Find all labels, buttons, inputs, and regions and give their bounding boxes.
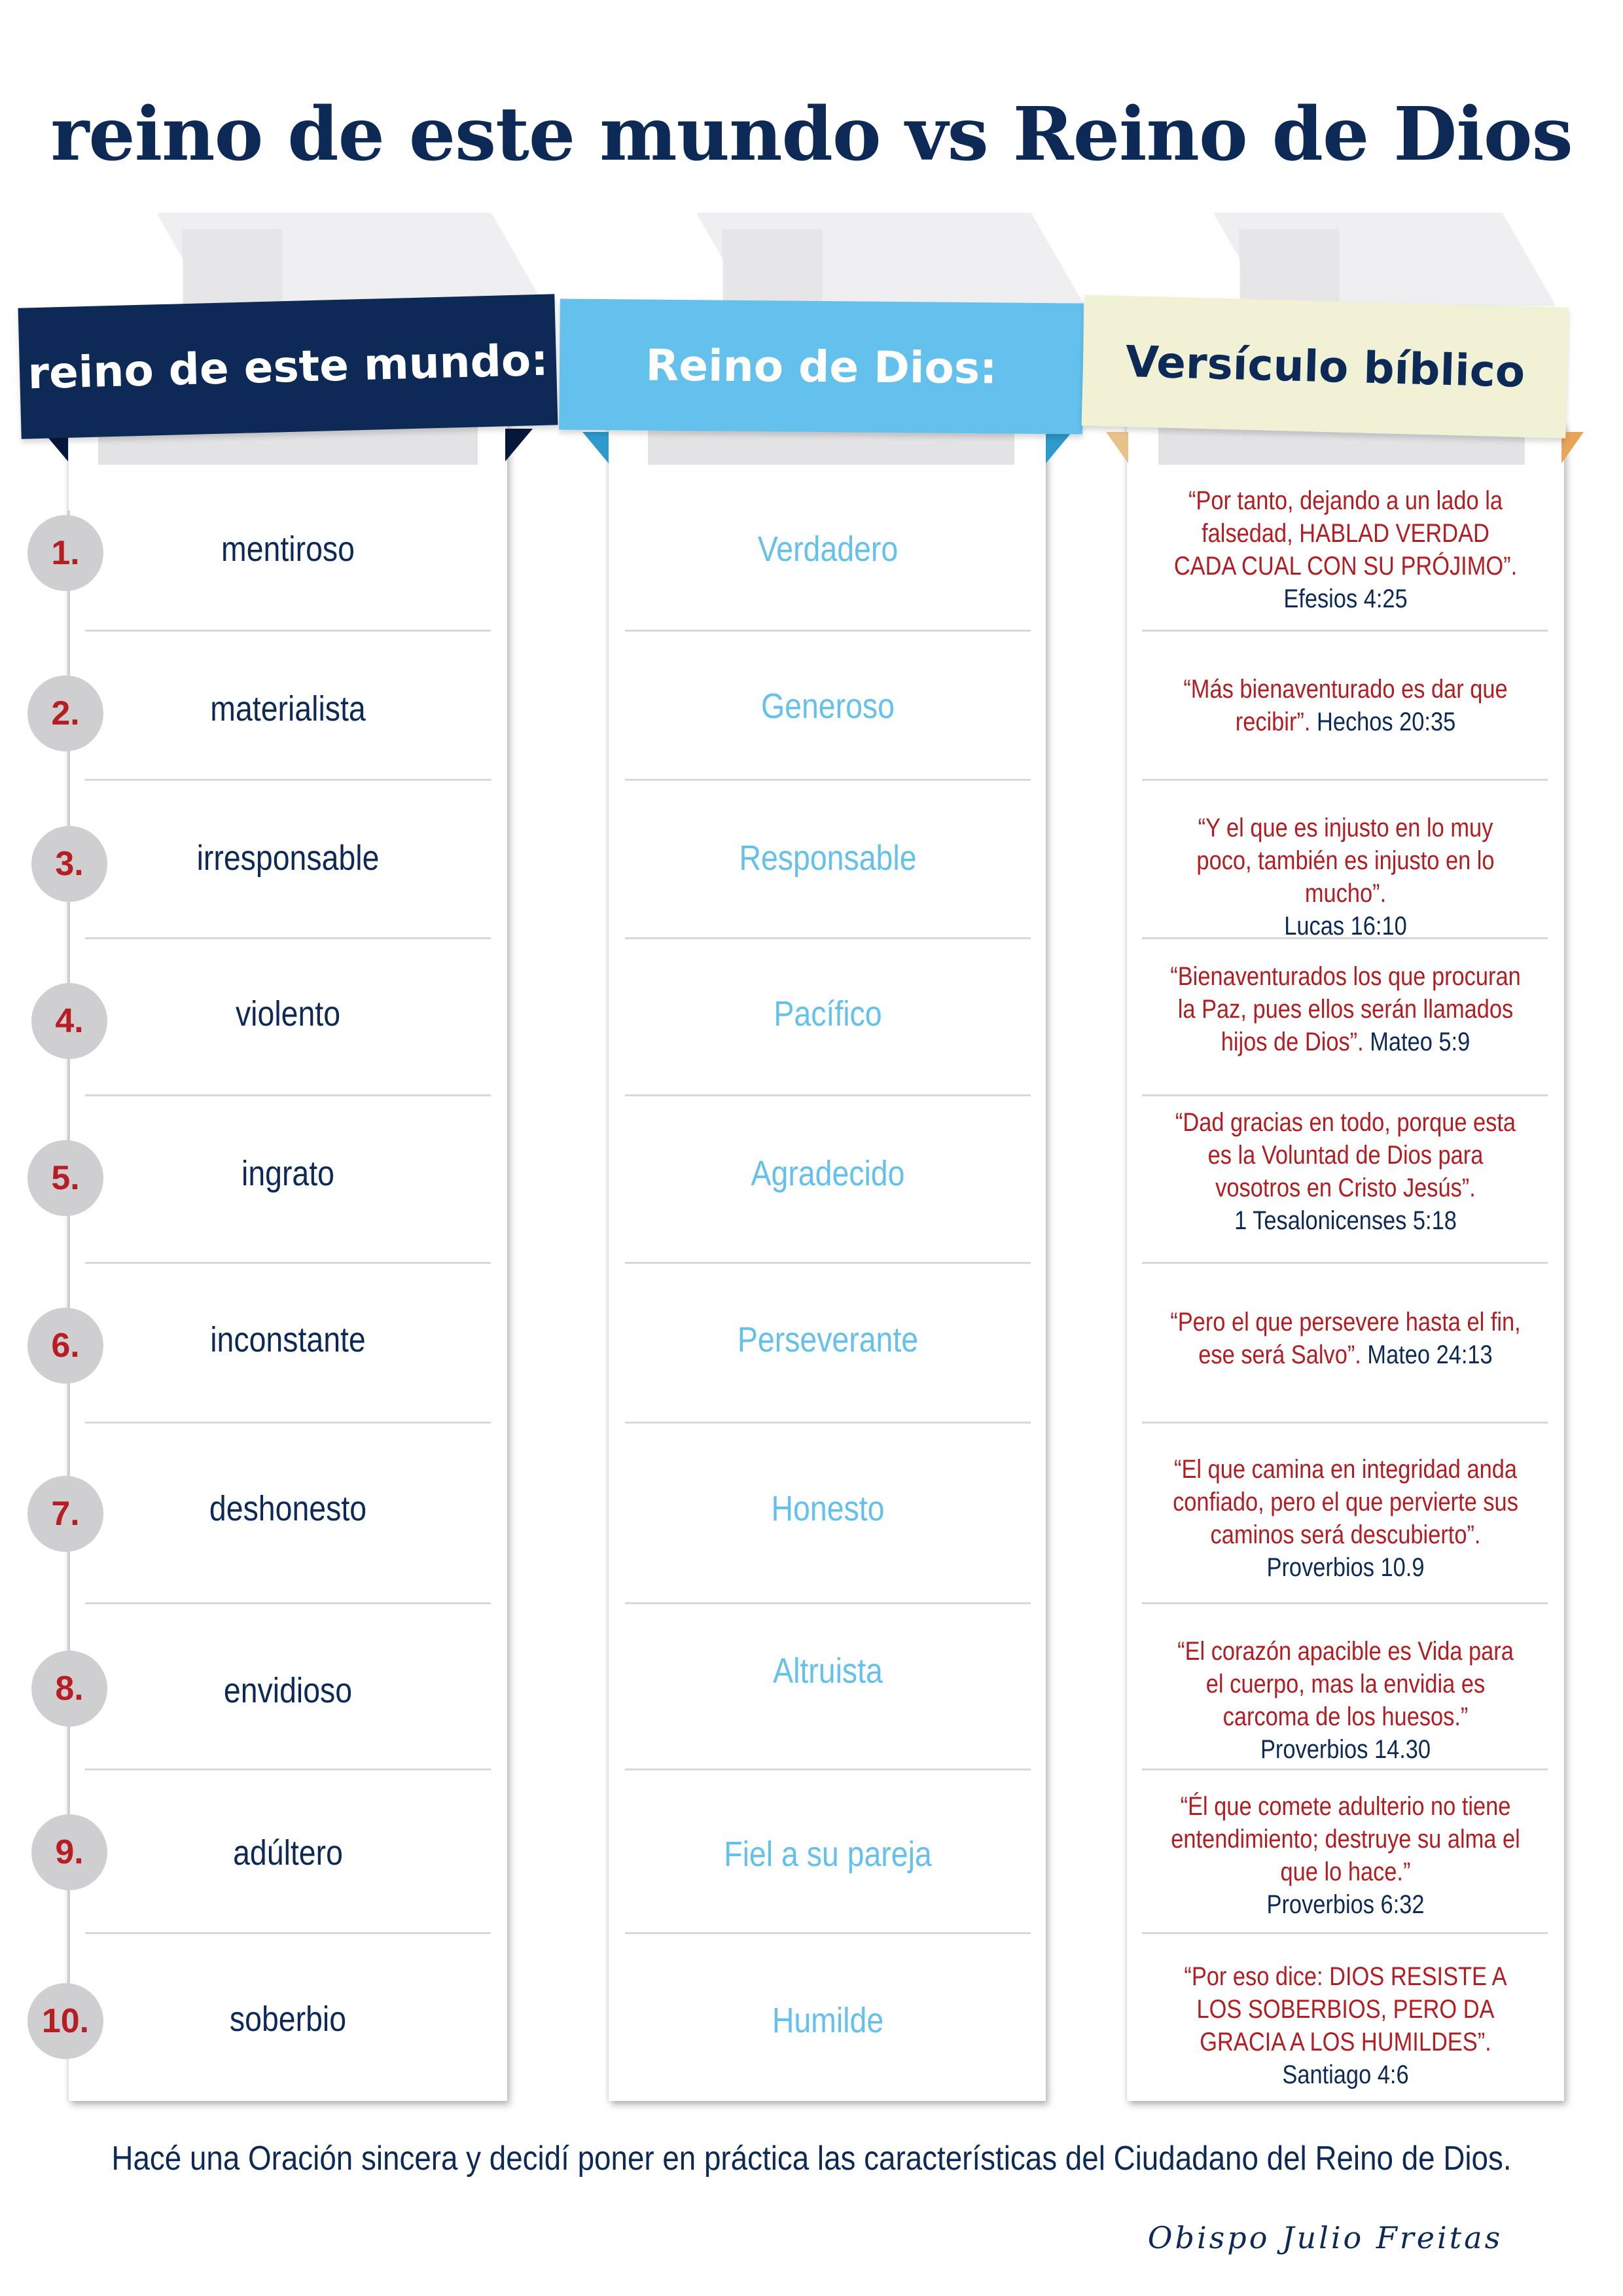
row-number: 5. — [27, 1140, 103, 1216]
paper-tab-3 — [1240, 229, 1338, 308]
row-number: 4. — [31, 983, 107, 1059]
row-divider — [1142, 1422, 1548, 1424]
verse-header: Versículo bíblico — [1124, 336, 1526, 397]
row-number: 3. — [31, 826, 107, 902]
verse-reference: Hechos 20:35 — [1316, 708, 1456, 736]
verse-quote: “Dad gracias en todo, porque esta es la Voluntad de Dios para vosotros en Cristo Jesús”. — [1175, 1108, 1516, 1202]
paper-tab-1 — [183, 229, 281, 308]
row-divider — [1142, 630, 1548, 632]
row-divider — [625, 937, 1031, 939]
world-trait: materialista — [210, 689, 366, 728]
row-divider — [85, 1768, 491, 1770]
banner-fold-2-left — [582, 432, 609, 463]
row-divider — [85, 630, 491, 632]
god-trait: Agradecido — [751, 1154, 905, 1193]
verse-reference: Mateo 24:13 — [1367, 1340, 1493, 1369]
verse-text — [1169, 960, 1522, 1058]
world-trait: soberbio — [229, 2000, 347, 2039]
verse-quote: “El corazón apacible es Vida para el cuerpo, mas la envidia es carcoma de los huesos.” — [1177, 1637, 1514, 1731]
verse-text — [1169, 1635, 1522, 1766]
god-trait: Honesto — [771, 1489, 885, 1528]
verse-reference: 1 Tesalonicenses 5:18 — [1234, 1206, 1457, 1235]
world-header: reino de este mundo: — [27, 334, 549, 399]
world-header-banner — [18, 294, 558, 439]
god-trait: Humilde — [772, 2001, 884, 2040]
god-trait: Pacífico — [774, 994, 882, 1033]
row-divider — [85, 1932, 491, 1934]
row-divider — [85, 1262, 491, 1264]
world-trait: adúltero — [233, 1833, 343, 1873]
verse-text — [1169, 1306, 1522, 1371]
row-number: 6. — [27, 1308, 103, 1384]
verse-quote: “Bienaventurados los que procuran la Paz, pues ellos serán llamados hijos de Dios”. — [1170, 962, 1521, 1056]
row-divider — [625, 630, 1031, 632]
row-divider — [85, 1094, 491, 1096]
row-number: 10. — [27, 1983, 103, 2059]
verse-header-banner — [1082, 295, 1569, 438]
row-divider — [625, 1602, 1031, 1604]
row-divider — [1142, 1602, 1548, 1604]
verse-text — [1169, 484, 1522, 615]
god-header: Reino de Dios: — [645, 340, 997, 393]
row-divider — [1142, 1094, 1548, 1096]
author-signature: Obispo Julio Freitas — [1147, 2220, 1503, 2255]
row-divider — [1142, 1932, 1548, 1934]
banner-fold-3-left — [1106, 432, 1128, 463]
verse-quote: “Por eso dice: DIOS RESISTE A LOS SOBERBIOS, PERO DA GRACIA A LOS HUMILDES”. — [1184, 1962, 1507, 2056]
god-trait: Altruista — [773, 1651, 883, 1691]
verse-quote: “Pero el que persevere hasta el fin, ese será Salvo”. — [1170, 1308, 1521, 1369]
row-divider — [85, 937, 491, 939]
banner-fold-2-right — [1046, 432, 1072, 463]
world-trait: mentiroso — [221, 529, 355, 569]
verse-quote: “El que camina en integridad anda confiado, pero el que pervierte sus caminos será descubierto”. — [1173, 1455, 1518, 1549]
row-divider — [85, 1422, 491, 1424]
row-divider — [1142, 1262, 1548, 1264]
verse-reference: Lucas 16:10 — [1284, 912, 1407, 941]
row-divider — [1142, 1768, 1548, 1770]
verse-text — [1169, 812, 1522, 942]
verse-reference: Efesios 4:25 — [1283, 584, 1408, 613]
world-trait: inconstante — [210, 1320, 366, 1359]
verse-text — [1169, 1960, 1522, 2091]
verse-text — [1169, 1453, 1522, 1584]
row-number: 2. — [27, 675, 103, 751]
page-title: reino de este mundo vs Reino de Dios — [50, 92, 1573, 177]
row-divider — [625, 1768, 1031, 1770]
verse-text — [1169, 1106, 1522, 1237]
god-trait: Perseverante — [737, 1320, 919, 1359]
verse-reference: Proverbios 6:32 — [1266, 1890, 1425, 1919]
verse-reference: Proverbios 14.30 — [1260, 1735, 1431, 1764]
verse-reference: Mateo 5:9 — [1370, 1028, 1471, 1056]
row-divider — [625, 1094, 1031, 1096]
banner-fold-1-right — [505, 429, 533, 461]
god-header-banner — [559, 299, 1084, 435]
verse-quote: “Por tanto, dejando a un lado la falsedad, HABLAD VERDAD CADA CUAL CON SU PRÓJIMO”. — [1173, 486, 1518, 581]
verse-reference: Proverbios 10.9 — [1266, 1553, 1425, 1582]
paper-tab-2 — [723, 229, 821, 308]
row-number: 8. — [31, 1651, 107, 1727]
row-divider — [625, 1932, 1031, 1934]
row-divider — [625, 779, 1031, 781]
god-trait: Responsable — [739, 838, 917, 878]
row-number: 7. — [27, 1476, 103, 1552]
row-number: 1. — [27, 515, 103, 591]
god-trait: Fiel a su pareja — [724, 1835, 932, 1874]
verse-quote: “Él que comete adulterio no tiene entendimiento; destruye su alma el que lo hace.” — [1171, 1792, 1520, 1886]
god-trait: Generoso — [761, 687, 895, 726]
row-divider — [85, 1602, 491, 1604]
world-trait: envidioso — [223, 1671, 353, 1710]
world-trait: violento — [235, 994, 341, 1033]
row-divider — [1142, 779, 1548, 781]
row-divider — [625, 1422, 1031, 1424]
verse-reference: Santiago 4:6 — [1282, 2060, 1409, 2089]
verse-text — [1169, 1790, 1522, 1921]
row-number: 9. — [31, 1814, 107, 1890]
verse-text — [1169, 673, 1522, 738]
world-trait: deshonesto — [209, 1489, 367, 1528]
world-trait: irresponsable — [196, 838, 380, 878]
world-trait: ingrato — [241, 1154, 335, 1193]
verse-quote: “Más bienaventurado es dar que recibir”. — [1183, 675, 1508, 736]
row-divider — [625, 1262, 1031, 1264]
footer-call-to-action: Hacé una Oración sincera y decidí poner en práctica las características del Ciudadano del Reino de Dios. — [111, 2140, 1512, 2178]
god-trait: Verdadero — [757, 529, 899, 569]
verse-quote: “Y el que es injusto en lo muy poco, también es injusto en lo mucho”. — [1196, 814, 1495, 908]
row-divider — [85, 779, 491, 781]
